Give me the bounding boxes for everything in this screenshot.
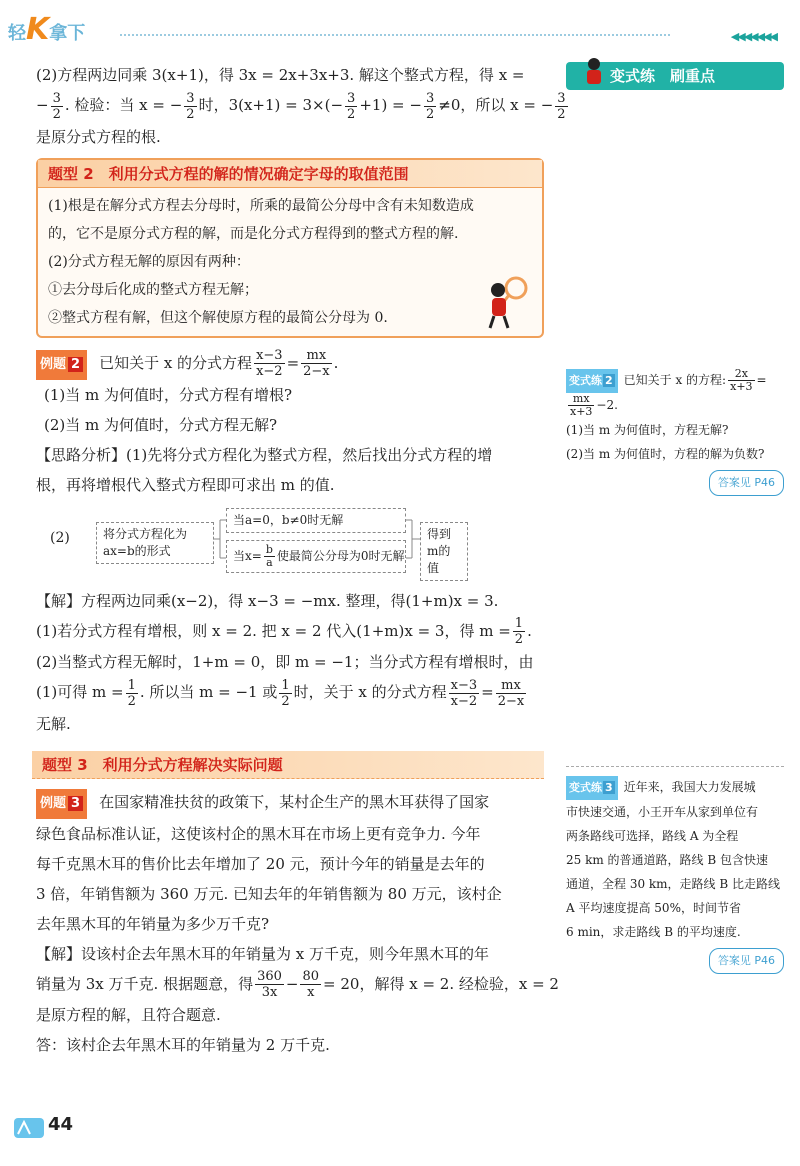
flow-diagram xyxy=(36,508,544,578)
type2-p5: ②整式方程有解，但这个解使原方程的最简公分母为 0. xyxy=(48,309,388,326)
flow-label: (2) xyxy=(50,529,70,546)
example3-sol-3: 是原方程的解，且符合题意. xyxy=(36,1006,221,1024)
type2-body xyxy=(38,188,542,336)
type2-p2: 的，它不是原分式方程的解，而是化分式方程得到的整式方程的解. xyxy=(48,225,459,242)
flow-box-case-a: 当a=0，b≠0时无解 xyxy=(226,508,406,533)
type2-title: 题型 2 利用分式方程的解的情况确定字母的取值范围 xyxy=(38,160,542,188)
logo-prefix: 轻 xyxy=(8,23,26,44)
solution-line-5: 无解. xyxy=(36,714,71,733)
type3-title: 题型 3 利用分式方程解决实际问题 xyxy=(32,751,544,779)
page-number-badge xyxy=(12,1110,82,1142)
flow-box-case-b: 当x= $\frac{b}{a}$ 使最简公分母为0时无解 xyxy=(226,540,406,573)
example2-q2: (2)当 m 为何值时，分式方程无解? xyxy=(44,415,278,434)
type2-p1: (1)根是在解分式方程去分母时，所乘的最简公分母中含有未知数造成 xyxy=(48,197,474,214)
solution-line-4: (1)可得 m = $\frac{1}{2}$ . 所以当 m = −1 或 $\frac{1}{2}$ 时，关于 x 的分式方程 $\frac{x-3}{x-2}$ = $\frac{mx}{2-x}$ xyxy=(36,677,525,709)
example3-sol-4: 答：该村企去年黑木耳的年销量为 2 万千克. xyxy=(36,1036,330,1054)
intro-line-2: − $\frac{3}{2}$ . 检验：当 x = − $\frac{3}{2}$ 时，3(x+1) = 3×(− $\frac{3}{2}$ +1) = − $\frac{3}{2}$ ≠0，所以 x = − $\frac{3}{2}$ xyxy=(36,90,566,122)
variant3-line-4: 25 km 的普通道路，路线 B 包含快速 xyxy=(566,853,768,867)
variant2-answer-link[interactable]: 答案见 P46 xyxy=(709,470,784,496)
intro-line-1: (2)方程两边同乘 3(x+1)，得 3x = 2x+3x+3. 解这个整式方程，得 x = xyxy=(36,66,525,84)
variant3-line-3: 两条路线可选择，路线 A 为全程 xyxy=(566,829,739,843)
arrow-decor-icon: ◀◀◀◀◀◀◀ xyxy=(730,30,776,43)
example3-line-3: 每千克黑木耳的售价比去年增加了 20 元，预计今年的销量是去年的 xyxy=(36,854,485,873)
example3-tag: 例题 3 xyxy=(36,789,87,819)
flow-box-result: 得到m的值 xyxy=(420,522,468,581)
brand-logo xyxy=(8,12,128,48)
side-column xyxy=(566,62,784,974)
variant2-stem-cont: $\frac{mx}{x+3}$ −2. xyxy=(570,392,618,418)
example3-line-1: 例题 3 在国家精准扶贫的政策下，某村企生产的黑木耳获得了国家 xyxy=(36,787,544,819)
student-icon xyxy=(582,56,606,88)
example2-tag: 例题 2 xyxy=(36,350,87,380)
variant3-line-6: A 平均速度提高 50%，时间节省 xyxy=(566,901,741,915)
example3-sol-1: 【解】设该村企去年黑木耳的年销量为 x 万千克，则今年黑木耳的年 xyxy=(36,944,489,963)
variant2-stem: 变式练 2 已知关于 x 的方程: $\frac{2x}{x+3}$ = xyxy=(566,368,784,393)
flow-brace-left xyxy=(214,512,226,566)
variant3-line-7: 6 min，求走路线 B 的平均速度. xyxy=(566,925,741,939)
example3-line-2: 绿色食品标准认证，这使该村企的黑木耳在市场上更有竞争力. 今年 xyxy=(36,824,481,843)
example2-q1: (1)当 m 为何值时，分式方程有增根? xyxy=(44,385,293,404)
variant3-line-1: 变式练 3 近年来，我国大力发展城 xyxy=(566,775,784,800)
intro-line-3: 是原分式方程的根. xyxy=(36,127,161,146)
flow-box-convert: 将分式方程化为 ax=b的形式 xyxy=(96,522,214,564)
flow-brace-right xyxy=(406,512,420,566)
example2-stem: 例题 2 已知关于 x 的分式方程 $\frac{x-3}{x-2}$ = $\frac{mx}{2-x}$ . xyxy=(36,348,544,380)
variant2-q2: (2)当 m 为何值时，方程的解为负数? xyxy=(566,447,765,461)
page-number: 44 xyxy=(48,1114,74,1135)
detective-mascot-icon xyxy=(480,274,528,330)
analysis-line-2: 根，再将增根代入整式方程即可求出 m 的值. xyxy=(36,475,335,494)
solution-line-2: (1)若分式方程有增根，则 x = 2. 把 x = 2 代入(1+m)x = 3，得 m = $\frac{1}{2}$ . xyxy=(36,616,532,647)
variant2-tag: 变式练 2 xyxy=(566,369,618,393)
variant3-line-5: 通道，全程 30 km，走路线 B 比走路线 xyxy=(566,877,780,891)
page-badge-icon xyxy=(12,1112,48,1142)
type2-p3: (2)分式方程无解的原因有两种： xyxy=(48,253,250,270)
logo-suffix: 拿下 xyxy=(49,23,86,44)
variant3-tag: 变式练 3 xyxy=(566,776,618,800)
variant3-answer-link[interactable]: 答案见 P46 xyxy=(709,948,784,974)
variant2-q1: (1)当 m 为何值时，方程无解? xyxy=(566,423,729,437)
practice-header: 变式练 刷重点 xyxy=(566,62,784,90)
main-column xyxy=(36,60,566,1060)
variant3-block xyxy=(566,766,784,974)
analysis-line-1: 【思路分析】(1)先将分式方程化为整式方程，然后找出分式方程的增 xyxy=(36,445,493,464)
variant3-separator xyxy=(566,766,784,767)
variant2-block xyxy=(566,368,784,496)
example3-line-5: 去年黑木耳的年销量为多少万千克? xyxy=(36,914,270,933)
page-header xyxy=(0,0,800,56)
type2-box xyxy=(36,158,544,338)
solution-line-1: 【解】方程两边同乘(x−2)，得 x−3 = −mx. 整理，得(1+m)x = 3. xyxy=(36,591,499,610)
example3-line-4: 3 倍，年销售额为 360 万元. 已知去年的年销售额为 80 万元，该村企 xyxy=(36,884,502,903)
header-dotted-line xyxy=(120,34,670,36)
type2-p4: ①去分母后化成的整式方程无解； xyxy=(48,281,258,298)
variant3-line-2: 市快速交通，小王开车从家到单位有 xyxy=(566,805,759,819)
logo-k: K xyxy=(26,12,50,47)
example3-sol-2: 销量为 3x 万千克. 根据题意，得 $\frac{360}{3x}$ − $\frac{80}{x}$ = 20，解得 x = 2. 经检验，x = 2 xyxy=(36,969,559,1000)
solution-line-3: (2)当整式方程无解时，1+m = 0，即 m = −1；当分式方程有增根时，由 xyxy=(36,653,534,671)
